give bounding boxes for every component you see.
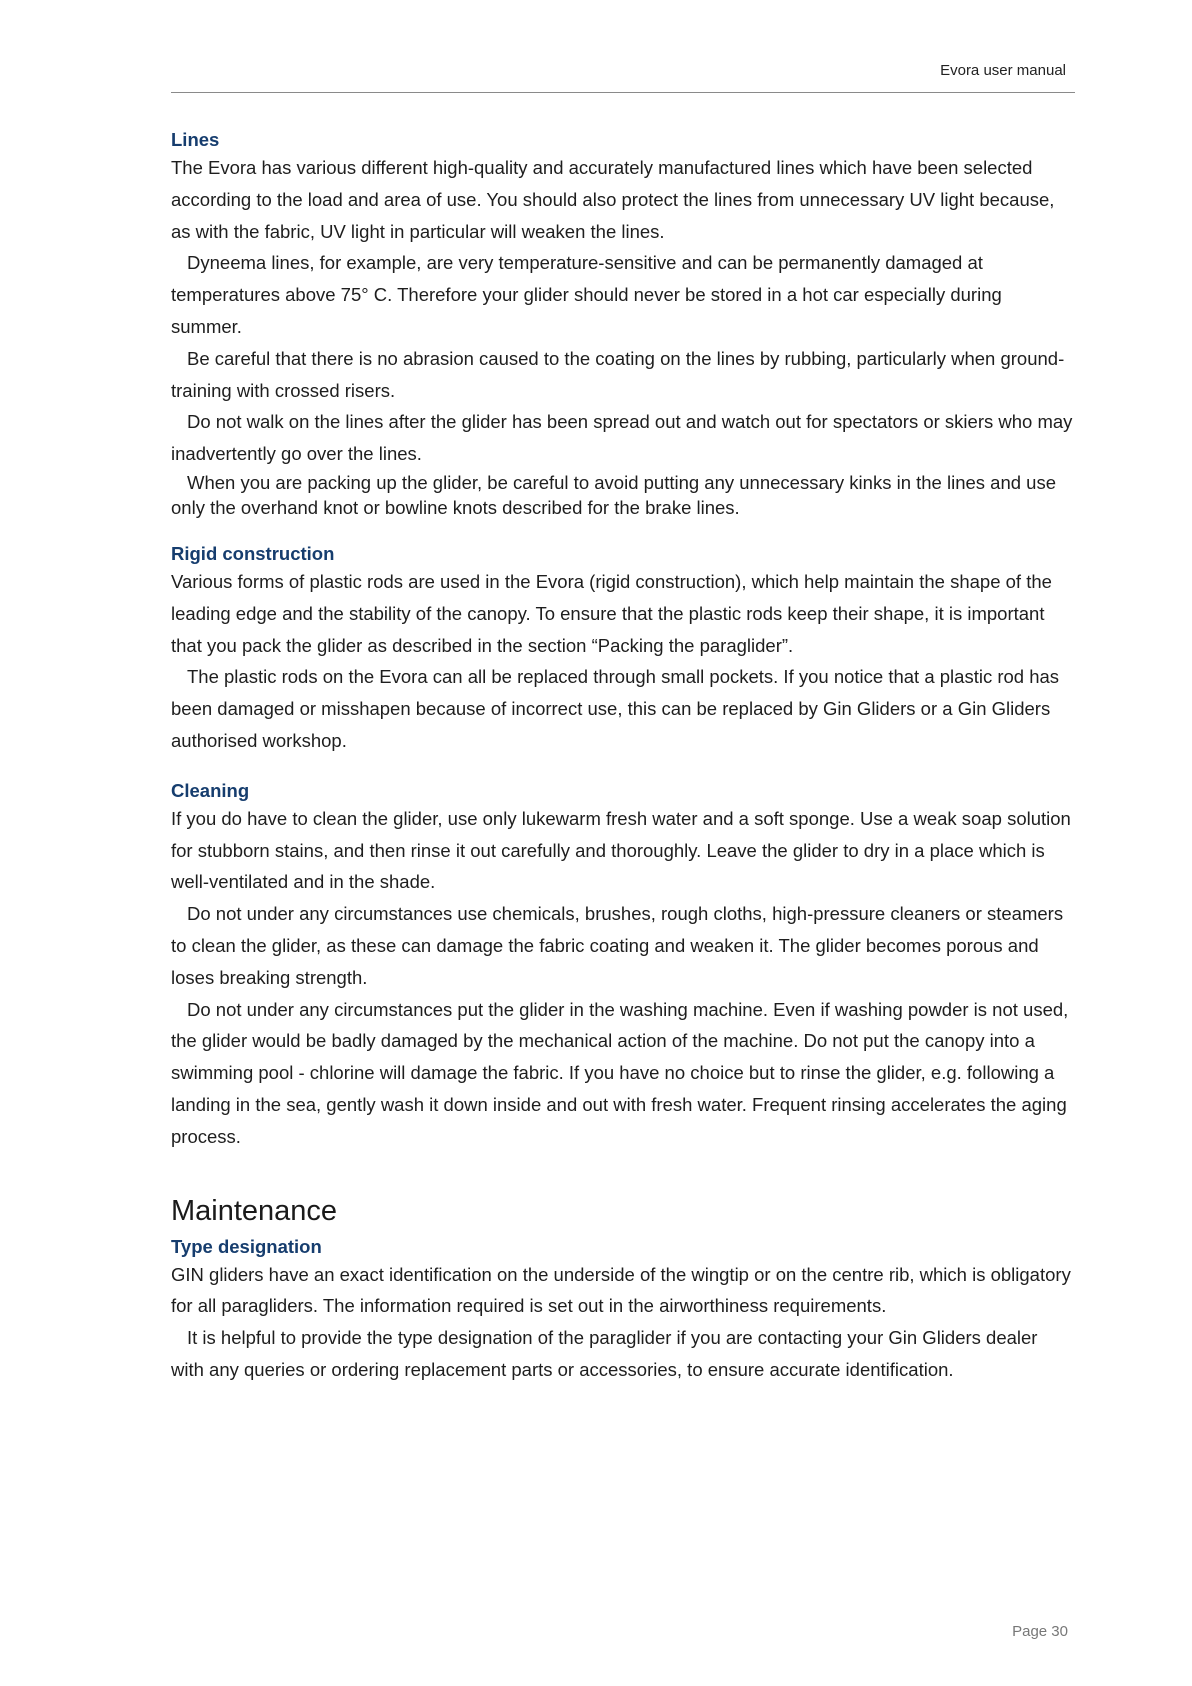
section-heading-cleaning: Cleaning bbox=[171, 779, 250, 801]
section-lines bbox=[171, 128, 1075, 520]
paragraph: Do not under any circumstances use chemicals, brushes, rough cloths, high-pressure cleaners or steamers to clean the glider, as these can damage the fabric coating and weaken it. The glider becomes porous and loses breaking strength. bbox=[171, 903, 1064, 988]
spacer bbox=[171, 520, 1075, 542]
page-content bbox=[171, 128, 1075, 1386]
paragraph: If you do have to clean the glider, use only lukewarm fresh water and a soft sponge. Use a weak soap solution for stubborn stains, and then rinse it out carefully and thoroughly. Leave the glider to dry in a place which is well-ventilated and in the shade. bbox=[171, 807, 1071, 893]
header-title: Evora user manual bbox=[940, 62, 1066, 79]
page-number: Page 30 bbox=[1012, 1623, 1068, 1640]
paragraph: Do not walk on the lines after the glider has been spread out and watch out for spectators or skiers who may inadvertently go over the lines. bbox=[171, 411, 1073, 465]
page-header bbox=[171, 62, 1075, 93]
paragraph: When you are packing up the glider, be careful to avoid putting any unnecessary kinks in the lines and use only the overhand knot or bowline knots described for the brake lines. bbox=[171, 471, 1057, 518]
section-heading-rigid-construction: Rigid construction bbox=[171, 542, 335, 564]
spacer bbox=[171, 757, 1075, 779]
paragraph: Dyneema lines, for example, are very temperature-sensitive and can be permanently damaged at temperatures above 75° C. Therefore your glider should never be stored in a hot car especially during summer. bbox=[171, 252, 1002, 337]
paragraph: GIN gliders have an exact identification on the underside of the wingtip or on the centre rib, which is obligatory for all paragliders. The information required is set out in the airworthiness requirements. bbox=[171, 1263, 1071, 1317]
section-maintenance bbox=[171, 1193, 1075, 1386]
paragraph: Do not under any circumstances put the glider in the washing machine. Even if washing powder is not used, the glider would be badly damaged by the mechanical action of the machine. Do not put the canopy into a swimming pool - chlorine will damage the fabric. If you have no choice but to rinse the glider, e.g. following a landing in the sea, gently wash it down inside and out with fresh water. Frequent rinsing accelerates the aging process. bbox=[171, 998, 1069, 1147]
section-heading-type-designation: Type designation bbox=[171, 1235, 322, 1257]
section-title-maintenance: Maintenance bbox=[171, 1194, 338, 1227]
spacer bbox=[171, 1153, 1075, 1193]
paragraph: It is helpful to provide the type designation of the paraglider if you are contacting your Gin Gliders dealer with any queries or ordering replacement parts or accessories, to ensure accurate identification. bbox=[171, 1327, 1038, 1380]
section-rigid-construction bbox=[171, 542, 1075, 757]
section-heading-lines: Lines bbox=[171, 129, 220, 150]
paragraph: Various forms of plastic rods are used in the Evora (rigid construction), which help maintain the shape of the leading edge and the stability of the canopy. To ensure that the plastic rods keep their shape, it is important that you pack the glider as described in the section “Packing the paraglider”. bbox=[171, 570, 1052, 656]
section-cleaning bbox=[171, 779, 1075, 1153]
paragraph: The Evora has various different high-quality and accurately manufactured lines which have been selected according to the load and area of use. You should also protect the lines from unnecessary UV light because, as with the fabric, UV light in particular will weaken the lines. bbox=[171, 157, 1055, 242]
paragraph: Be careful that there is no abrasion caused to the coating on the lines by rubbing, particularly when ground-training with crossed risers. bbox=[171, 347, 1065, 401]
paragraph: The plastic rods on the Evora can all be replaced through small pockets. If you notice that a plastic rod has been damaged or misshapen because of incorrect use, this can be replaced by Gin Gliders or a Gin Gliders authorised workshop. bbox=[171, 666, 1060, 751]
